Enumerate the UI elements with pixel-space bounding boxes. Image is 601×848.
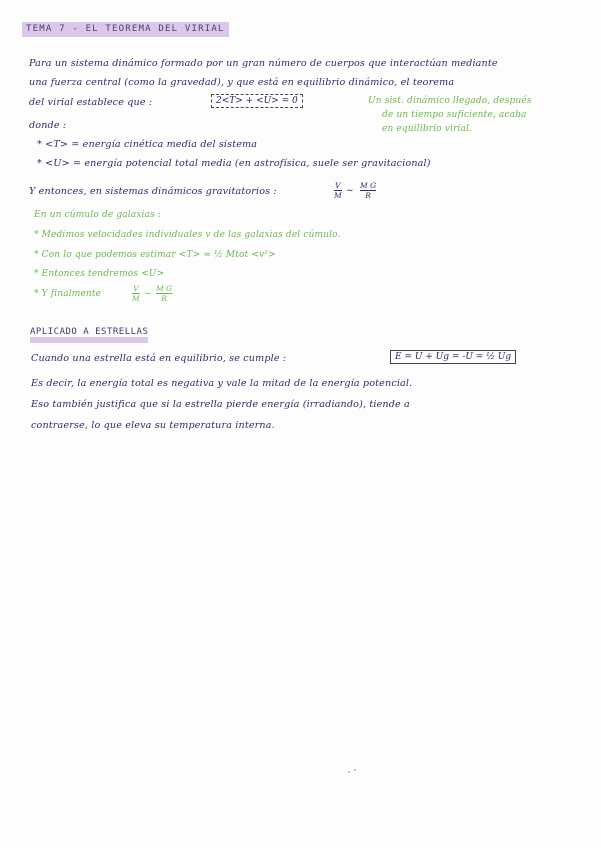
side-note-line-3: en equilibrio virial. <box>382 124 473 134</box>
side-note-line-1: Un sist. dinámico llegado, después <box>368 96 532 106</box>
section-heading: APLICADO A ESTRELLAS <box>30 327 148 343</box>
fraction-denominator: R <box>161 294 167 303</box>
intro-line-1: Para un sistema dinámico formado por un gran número de cuerpos que interactúan mediante <box>29 58 498 69</box>
fraction-numerator: V <box>335 181 341 190</box>
fraction-denominator: M <box>334 191 342 200</box>
fraction-numerator: M G <box>156 284 173 293</box>
approx-symbol: ~ <box>144 289 152 299</box>
stars-line-1: Cuando una estrella está en equilibrio, se cumple : <box>31 353 287 364</box>
page-title: TEMA 7 - EL TEOREMA DEL VIRIAL <box>22 22 229 37</box>
stars-line-2: Es decir, la energía total es negativa y vale la mitad de la energía potencial. <box>31 378 413 389</box>
donde-item-2: * <U> = energía potencial total media (en astrofísica, suele ser gravitacional) <box>37 158 431 169</box>
galaxies-line-4: * Entonces tendremos <U> <box>34 269 165 279</box>
virial-equation-box: 2<T> + <U> = 0 <box>211 94 303 108</box>
stars-line-4: contraerse, lo que eleva su temperatura interna. <box>31 420 275 431</box>
dynamic-text: Y entonces, en sistemas dinámicos gravitatorios : <box>29 186 277 197</box>
donde-label: donde : <box>29 120 67 131</box>
stars-line-3: Eso también justifica que si la estrella pierde energía (irradiando), tiende a <box>31 399 410 410</box>
galaxies-line-3: * Con lo que podemos estimar <T> ≈ ½ Mtot <v²> <box>34 250 276 260</box>
galaxies-fraction-v-over-m <box>132 284 140 303</box>
paper-speck <box>354 769 356 771</box>
stars-equation-box: E = U + Ug = -U = ½ Ug <box>390 350 516 364</box>
dynamic-fraction-mg-over-r <box>360 181 376 200</box>
fraction-numerator: M G <box>360 181 377 190</box>
intro-line-3: del virial establece que : <box>29 97 153 108</box>
fraction-denominator: M <box>132 294 140 303</box>
approx-symbol: ~ <box>346 186 354 196</box>
fraction-numerator: V <box>133 284 139 293</box>
intro-line-2: una fuerza central (como la gravedad), y que está en equilibrio dinámico, el teorema <box>29 77 455 88</box>
galaxies-fraction-mg-over-r <box>156 284 172 303</box>
side-note-line-2: de un tiempo suficiente, acaba <box>382 110 527 120</box>
paper-speck <box>348 771 350 773</box>
donde-item-1: * <T> = energía cinética media del sistema <box>37 139 258 150</box>
galaxies-line-5: * Y finalmente <box>34 289 102 299</box>
galaxies-line-2: * Medimos velocidades individuales v de las galaxias del cúmulo. <box>34 230 341 240</box>
galaxies-line-1: En un cúmulo de galaxias : <box>34 210 162 220</box>
dynamic-fraction-v-over-m <box>334 181 342 200</box>
fraction-denominator: R <box>365 191 371 200</box>
